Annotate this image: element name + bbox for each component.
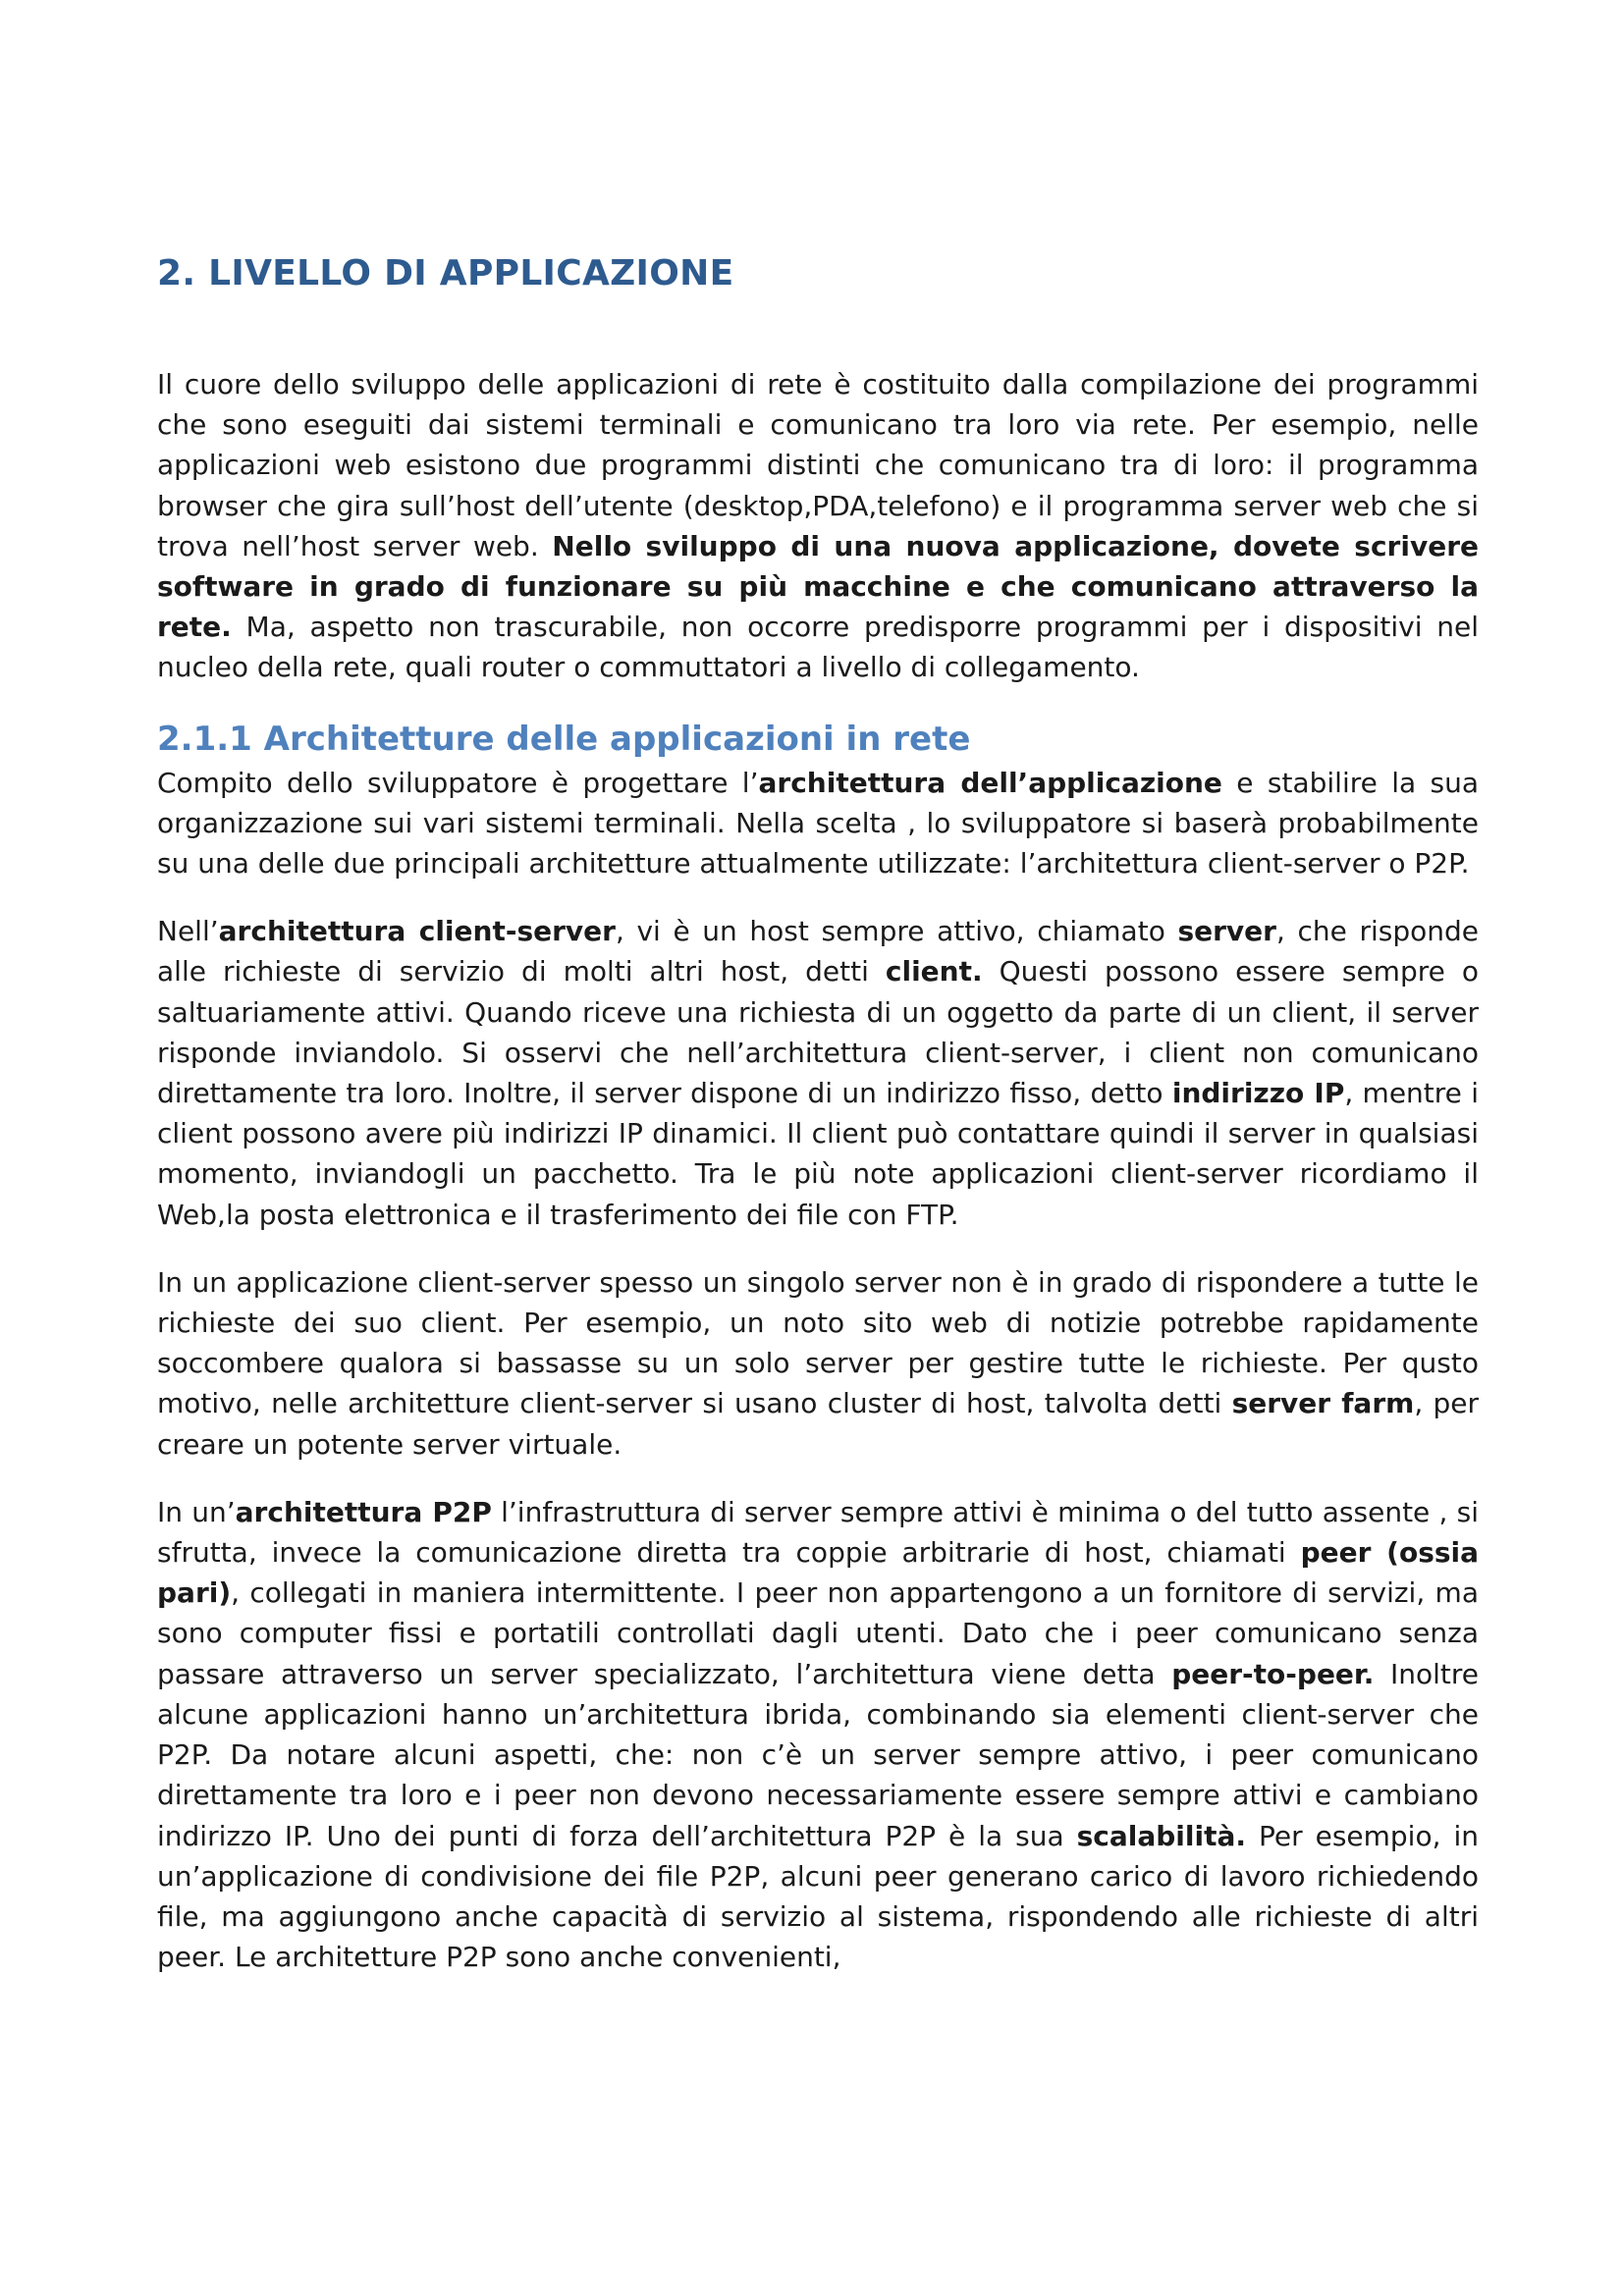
paragraph-architecture bbox=[157, 763, 1479, 884]
bold-text: Nello sviluppo di una nuova applicazione, dovete scrivere software in grado di funzionare su più macchine e che comunicano attraverso la rete. bbox=[157, 529, 1479, 644]
paragraph-client-server bbox=[157, 911, 1479, 1235]
bold-text: client. bbox=[885, 955, 983, 988]
text-run: , per creare un potente server virtuale. bbox=[157, 1387, 1480, 1461]
bold-text: peer-to-peer. bbox=[1171, 1657, 1375, 1690]
paragraph-server-farm bbox=[157, 1262, 1479, 1465]
section-heading: 2.1.1 Architetture delle applicazioni in rete bbox=[157, 719, 971, 759]
bold-text: server farm bbox=[1231, 1387, 1415, 1420]
text-run: e stabilire la sua organizzazione sui vari sistemi terminali. Nella scelta , lo sviluppatore si baserà probabilmente su una delle due principali architetture attualmente utilizzate: l’architettura client-server o P2P. bbox=[157, 766, 1480, 881]
text-run: In un’ bbox=[157, 1495, 236, 1528]
bold-text: architettura P2P bbox=[235, 1495, 492, 1528]
bold-text: peer (ossia pari) bbox=[157, 1536, 1480, 1610]
bold-text: scalabilità. bbox=[1076, 1819, 1247, 1852]
text-run: Questi possono essere sempre o saltuariamente attivi. Quando riceve una richiesta di un oggetto da parte di un client, il server risponde inviandolo. Si osservi che nell’architettura client-server, i client non comunicano direttamente tra loro. Inoltre, il server dispone di un indirizzo fisso, detto bbox=[157, 955, 1479, 1110]
text-run: , che risponde alle richieste di servizio di molti altri host, detti bbox=[157, 915, 1479, 988]
text-run: , mentre i client possono avere più indirizzi IP dinamici. Il client può contattare quindi il server in qualsiasi momento, inviandogli un pacchetto. Tra le più note applicazioni client-server ricordiamo il Web,la posta elettronica e il trasferimento dei file con FTP. bbox=[157, 1077, 1479, 1231]
document-page bbox=[157, 253, 1479, 2004]
paragraph-p2p bbox=[157, 1492, 1479, 1977]
text-run: Ma, aspetto non trascurabile, non occorre predisporre programmi per i dispositivi nel nucleo della rete, quali router o commuttatori a livello di collegamento. bbox=[157, 611, 1479, 684]
bold-text: architettura client-server bbox=[218, 915, 616, 948]
text-run: l’infrastruttura di server sempre attivi è minima o del tutto assente , si sfrutta, invece la comunicazione diretta tra coppie arbitrarie di host, chiamati bbox=[157, 1495, 1480, 1570]
text-run: , vi è un host sempre attivo, chiamato bbox=[615, 915, 1178, 948]
bold-text: architettura dell’applicazione bbox=[758, 766, 1222, 799]
text-run: Compito dello sviluppatore è progettare l’ bbox=[157, 766, 759, 799]
bold-text: indirizzo IP bbox=[1171, 1077, 1345, 1110]
text-run: Nell’ bbox=[157, 915, 219, 948]
text-run: Inoltre alcune applicazioni hanno un’architettura ibrida, combinando sia elementi client-server che P2P. Da notare alcuni aspetti, che: non c’è un server sempre attivo, i peer comunicano direttamente tra loro e i peer non devono necessariamente essere sempre attivi e cambiano indirizzo IP. Uno dei punti di forza dell’architettura P2P è la sua bbox=[157, 1657, 1480, 1852]
bold-text: server bbox=[1177, 915, 1276, 948]
page-title: 2. LIVELLO DI APPLICAZIONE bbox=[157, 253, 734, 294]
text-run: Per esempio, in un’applicazione di condivisione dei file P2P, alcuni peer generano carico di lavoro richiedendo file, ma aggiungono anche capacità di servizio al sistema, rispondendo alle richieste di altri peer. Le architetture P2P sono anche convenienti, bbox=[157, 1819, 1479, 1974]
text-run: , collegati in maniera intermittente. I peer non appartengono a un fornitore di servizi, ma sono computer fissi e portatili controllati dagli utenti. Dato che i peer comunicano senza passare attraverso un server specializzato, l’architettura viene detta bbox=[157, 1576, 1479, 1690]
intro-paragraph bbox=[157, 364, 1479, 688]
text-run: Il cuore dello sviluppo delle applicazioni di rete è costituito dalla compilazione dei programmi che sono eseguiti dai sistemi terminali e comunicano tra loro via rete. Per esempio, nelle applicazioni web esistono due programmi distinti che comunicano tra di loro: il programma browser che gira sull’host dell’utente (desktop,PDA,telefono) e il programma server web che si trova nell’host server web. bbox=[157, 368, 1479, 562]
text-run: In un applicazione client-server spesso un singolo server non è in grado di rispondere a tutte le richieste dei suo client. Per esempio, un noto sito web di notizie potrebbe rapidamente soccombere qualora si bassasse su un solo server per gestire tutte le richieste. Per qusto motivo, nelle architetture client-server si usano cluster di host, talvolta detti bbox=[157, 1265, 1479, 1420]
